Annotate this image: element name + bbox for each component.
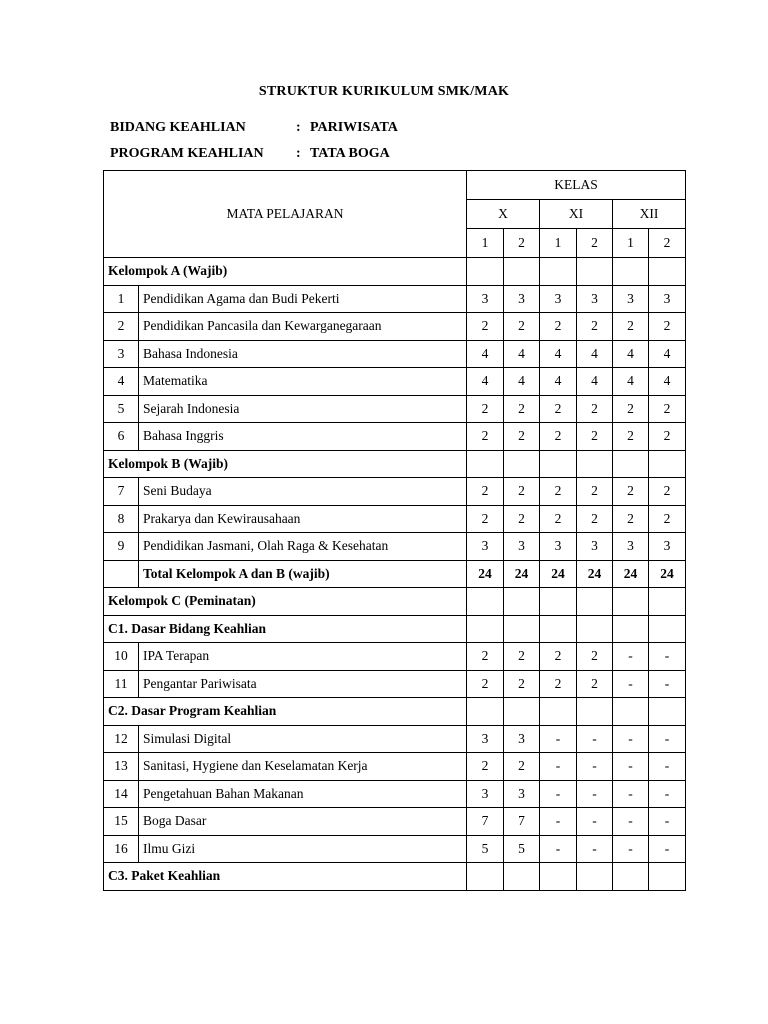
hours-cell: 2 <box>577 505 613 533</box>
empty-cell <box>467 450 504 478</box>
row-number: 3 <box>104 340 139 368</box>
section-label: C3. Paket Keahlian <box>104 863 467 891</box>
program-keahlian-row <box>110 146 390 162</box>
hours-cell: 2 <box>613 423 649 451</box>
hours-cell: 24 <box>504 560 540 588</box>
hours-cell: 2 <box>613 478 649 506</box>
hours-cell: 24 <box>577 560 613 588</box>
table-row <box>104 725 686 753</box>
table-body <box>104 258 686 891</box>
empty-cell <box>649 450 686 478</box>
section-row <box>104 588 686 616</box>
hours-cell: - <box>540 808 577 836</box>
subject-name: Pendidikan Agama dan Budi Pekerti <box>139 285 467 313</box>
total-row <box>104 560 686 588</box>
empty-cell <box>613 615 649 643</box>
hours-cell: - <box>613 670 649 698</box>
bidang-keahlian-separator: : <box>296 120 301 135</box>
empty-cell <box>540 258 577 286</box>
empty-cell <box>540 615 577 643</box>
hours-cell: 4 <box>504 368 540 396</box>
program-keahlian-value: TATA BOGA <box>310 146 390 161</box>
empty-cell <box>613 863 649 891</box>
hours-cell: 2 <box>613 313 649 341</box>
empty-cell <box>467 863 504 891</box>
header-semester: 2 <box>649 229 686 258</box>
header-mata-pelajaran: MATA PELAJARAN <box>104 171 467 258</box>
hours-cell: - <box>577 725 613 753</box>
hours-cell: 4 <box>540 340 577 368</box>
hours-cell: 2 <box>649 505 686 533</box>
table-row <box>104 835 686 863</box>
subject-name: Sejarah Indonesia <box>139 395 467 423</box>
hours-cell: 4 <box>467 340 504 368</box>
hours-cell: 2 <box>649 395 686 423</box>
hours-cell: 5 <box>467 835 504 863</box>
hours-cell: 2 <box>577 670 613 698</box>
hours-cell: 3 <box>467 285 504 313</box>
header-semester: 2 <box>577 229 613 258</box>
hours-cell: 2 <box>649 478 686 506</box>
hours-cell: - <box>649 643 686 671</box>
subject-name: IPA Terapan <box>139 643 467 671</box>
hours-cell: 2 <box>540 670 577 698</box>
table-row <box>104 643 686 671</box>
row-number: 15 <box>104 808 139 836</box>
row-number: 7 <box>104 478 139 506</box>
hours-cell: 2 <box>577 313 613 341</box>
table-row <box>104 533 686 561</box>
hours-cell: 3 <box>504 780 540 808</box>
hours-cell: 4 <box>649 368 686 396</box>
row-number: 10 <box>104 643 139 671</box>
empty-cell <box>577 863 613 891</box>
program-keahlian-separator: : <box>296 146 301 161</box>
table-row <box>104 395 686 423</box>
hours-cell: 2 <box>540 478 577 506</box>
hours-cell: 4 <box>540 368 577 396</box>
empty-cell <box>649 615 686 643</box>
empty-cell <box>613 450 649 478</box>
header-kelas: KELAS <box>467 171 686 200</box>
hours-cell: 2 <box>467 670 504 698</box>
empty-cell <box>613 258 649 286</box>
empty-cell <box>540 450 577 478</box>
row-number: 13 <box>104 753 139 781</box>
header-semester: 1 <box>540 229 577 258</box>
row-number: 4 <box>104 368 139 396</box>
empty-cell <box>467 698 504 726</box>
hours-cell: 2 <box>504 670 540 698</box>
hours-cell: 2 <box>467 505 504 533</box>
hours-cell: 2 <box>504 313 540 341</box>
empty-cell <box>504 258 540 286</box>
table-header <box>104 171 686 258</box>
hours-cell: 3 <box>577 285 613 313</box>
hours-cell: 3 <box>467 725 504 753</box>
subject-name: Ilmu Gizi <box>139 835 467 863</box>
header-grade-xii: XII <box>613 200 686 229</box>
hours-cell: - <box>649 780 686 808</box>
header-grade-x: X <box>467 200 540 229</box>
table-row <box>104 313 686 341</box>
empty-cell <box>577 588 613 616</box>
empty-cell <box>577 615 613 643</box>
section-row <box>104 863 686 891</box>
empty-cell <box>649 258 686 286</box>
header-semester: 1 <box>613 229 649 258</box>
hours-cell: 2 <box>467 423 504 451</box>
row-number: 2 <box>104 313 139 341</box>
hours-cell: - <box>649 670 686 698</box>
hours-cell: - <box>577 753 613 781</box>
hours-cell: - <box>540 835 577 863</box>
empty-cell <box>467 258 504 286</box>
hours-cell: - <box>540 725 577 753</box>
empty-cell <box>577 450 613 478</box>
header-semester: 1 <box>467 229 504 258</box>
hours-cell: 2 <box>504 423 540 451</box>
section-label: Kelompok C (Peminatan) <box>104 588 467 616</box>
section-label: Kelompok A (Wajib) <box>104 258 467 286</box>
hours-cell: - <box>613 725 649 753</box>
hours-cell: 24 <box>613 560 649 588</box>
hours-cell: - <box>577 835 613 863</box>
hours-cell: - <box>613 808 649 836</box>
empty-cell <box>540 698 577 726</box>
row-number: 14 <box>104 780 139 808</box>
program-keahlian-label: PROGRAM KEAHLIAN <box>110 146 264 161</box>
hours-cell: 3 <box>504 285 540 313</box>
table-row <box>104 670 686 698</box>
section-row <box>104 450 686 478</box>
hours-cell: 2 <box>540 423 577 451</box>
hours-cell: - <box>540 780 577 808</box>
hours-cell: 7 <box>504 808 540 836</box>
section-row <box>104 698 686 726</box>
empty-cell <box>649 698 686 726</box>
row-number: 12 <box>104 725 139 753</box>
empty-cell <box>504 615 540 643</box>
subject-name: Pengantar Pariwisata <box>139 670 467 698</box>
hours-cell: 2 <box>540 505 577 533</box>
row-number: 16 <box>104 835 139 863</box>
bidang-keahlian-label: BIDANG KEAHLIAN <box>110 120 246 135</box>
hours-cell: 2 <box>504 395 540 423</box>
hours-cell: 3 <box>540 285 577 313</box>
hours-cell: 7 <box>467 808 504 836</box>
hours-cell: 3 <box>540 533 577 561</box>
curriculum-table <box>103 170 686 891</box>
hours-cell: 3 <box>649 533 686 561</box>
empty-cell <box>540 863 577 891</box>
hours-cell: 4 <box>613 340 649 368</box>
hours-cell: 4 <box>467 368 504 396</box>
row-number: 8 <box>104 505 139 533</box>
hours-cell: 2 <box>467 753 504 781</box>
empty-cell <box>613 698 649 726</box>
hours-cell: 2 <box>649 313 686 341</box>
hours-cell: 3 <box>504 725 540 753</box>
row-number <box>104 560 139 588</box>
subject-name: Prakarya dan Kewirausahaan <box>139 505 467 533</box>
empty-cell <box>540 588 577 616</box>
hours-cell: - <box>649 725 686 753</box>
section-row <box>104 258 686 286</box>
table-row <box>104 423 686 451</box>
hours-cell: 2 <box>504 643 540 671</box>
hours-cell: - <box>577 808 613 836</box>
hours-cell: 2 <box>577 395 613 423</box>
section-label: C2. Dasar Program Keahlian <box>104 698 467 726</box>
hours-cell: 2 <box>649 423 686 451</box>
empty-cell <box>467 615 504 643</box>
subject-name: Pendidikan Jasmani, Olah Raga & Kesehatan <box>139 533 467 561</box>
empty-cell <box>577 258 613 286</box>
hours-cell: 2 <box>504 505 540 533</box>
table-row <box>104 753 686 781</box>
hours-cell: 3 <box>504 533 540 561</box>
hours-cell: 3 <box>467 533 504 561</box>
subject-name: Matematika <box>139 368 467 396</box>
subject-name: Bahasa Inggris <box>139 423 467 451</box>
hours-cell: 4 <box>613 368 649 396</box>
hours-cell: 2 <box>577 423 613 451</box>
hours-cell: 2 <box>467 643 504 671</box>
hours-cell: - <box>613 835 649 863</box>
empty-cell <box>504 588 540 616</box>
empty-cell <box>613 588 649 616</box>
empty-cell <box>504 450 540 478</box>
hours-cell: 2 <box>467 478 504 506</box>
header-grade-xi: XI <box>540 200 613 229</box>
hours-cell: - <box>577 780 613 808</box>
hours-cell: 3 <box>577 533 613 561</box>
hours-cell: 2 <box>613 395 649 423</box>
hours-cell: - <box>649 835 686 863</box>
empty-cell <box>649 588 686 616</box>
row-number: 5 <box>104 395 139 423</box>
hours-cell: 2 <box>577 478 613 506</box>
subject-name: Simulasi Digital <box>139 725 467 753</box>
table-row <box>104 478 686 506</box>
total-label: Total Kelompok A dan B (wajib) <box>139 560 467 588</box>
hours-cell: - <box>649 753 686 781</box>
hours-cell: 3 <box>467 780 504 808</box>
empty-cell <box>577 698 613 726</box>
hours-cell: 3 <box>613 533 649 561</box>
hours-cell: 2 <box>504 753 540 781</box>
hours-cell: - <box>613 753 649 781</box>
row-number: 1 <box>104 285 139 313</box>
subject-name: Seni Budaya <box>139 478 467 506</box>
hours-cell: 3 <box>613 285 649 313</box>
row-number: 6 <box>104 423 139 451</box>
document-title: STRUKTUR KURIKULUM SMK/MAK <box>258 84 510 99</box>
table-row <box>104 505 686 533</box>
empty-cell <box>467 588 504 616</box>
table-row <box>104 368 686 396</box>
table-row <box>104 808 686 836</box>
hours-cell: - <box>540 753 577 781</box>
empty-cell <box>649 863 686 891</box>
hours-cell: 4 <box>577 340 613 368</box>
table-row <box>104 340 686 368</box>
subject-name: Bahasa Indonesia <box>139 340 467 368</box>
hours-cell: 2 <box>577 643 613 671</box>
hours-cell: - <box>613 643 649 671</box>
hours-cell: 2 <box>467 395 504 423</box>
table-row <box>104 780 686 808</box>
hours-cell: 2 <box>504 478 540 506</box>
subject-name: Pengetahuan Bahan Makanan <box>139 780 467 808</box>
bidang-keahlian-value: PARIWISATA <box>310 120 398 135</box>
header-semester: 2 <box>504 229 540 258</box>
row-number: 9 <box>104 533 139 561</box>
hours-cell: 24 <box>649 560 686 588</box>
hours-cell: 24 <box>467 560 504 588</box>
row-number: 11 <box>104 670 139 698</box>
hours-cell: 2 <box>613 505 649 533</box>
table-row <box>104 285 686 313</box>
section-row <box>104 615 686 643</box>
hours-cell: 2 <box>540 643 577 671</box>
hours-cell: 3 <box>649 285 686 313</box>
hours-cell: 2 <box>540 395 577 423</box>
hours-cell: - <box>613 780 649 808</box>
hours-cell: 2 <box>467 313 504 341</box>
empty-cell <box>504 863 540 891</box>
subject-name: Pendidikan Pancasila dan Kewarganegaraan <box>139 313 467 341</box>
subject-name: Sanitasi, Hygiene dan Keselamatan Kerja <box>139 753 467 781</box>
subject-name: Boga Dasar <box>139 808 467 836</box>
hours-cell: 24 <box>540 560 577 588</box>
hours-cell: 2 <box>540 313 577 341</box>
bidang-keahlian-row <box>110 120 398 136</box>
hours-cell: 5 <box>504 835 540 863</box>
section-label: Kelompok B (Wajib) <box>104 450 467 478</box>
hours-cell: - <box>649 808 686 836</box>
empty-cell <box>504 698 540 726</box>
hours-cell: 4 <box>504 340 540 368</box>
hours-cell: 4 <box>577 368 613 396</box>
hours-cell: 4 <box>649 340 686 368</box>
section-label: C1. Dasar Bidang Keahlian <box>104 615 467 643</box>
